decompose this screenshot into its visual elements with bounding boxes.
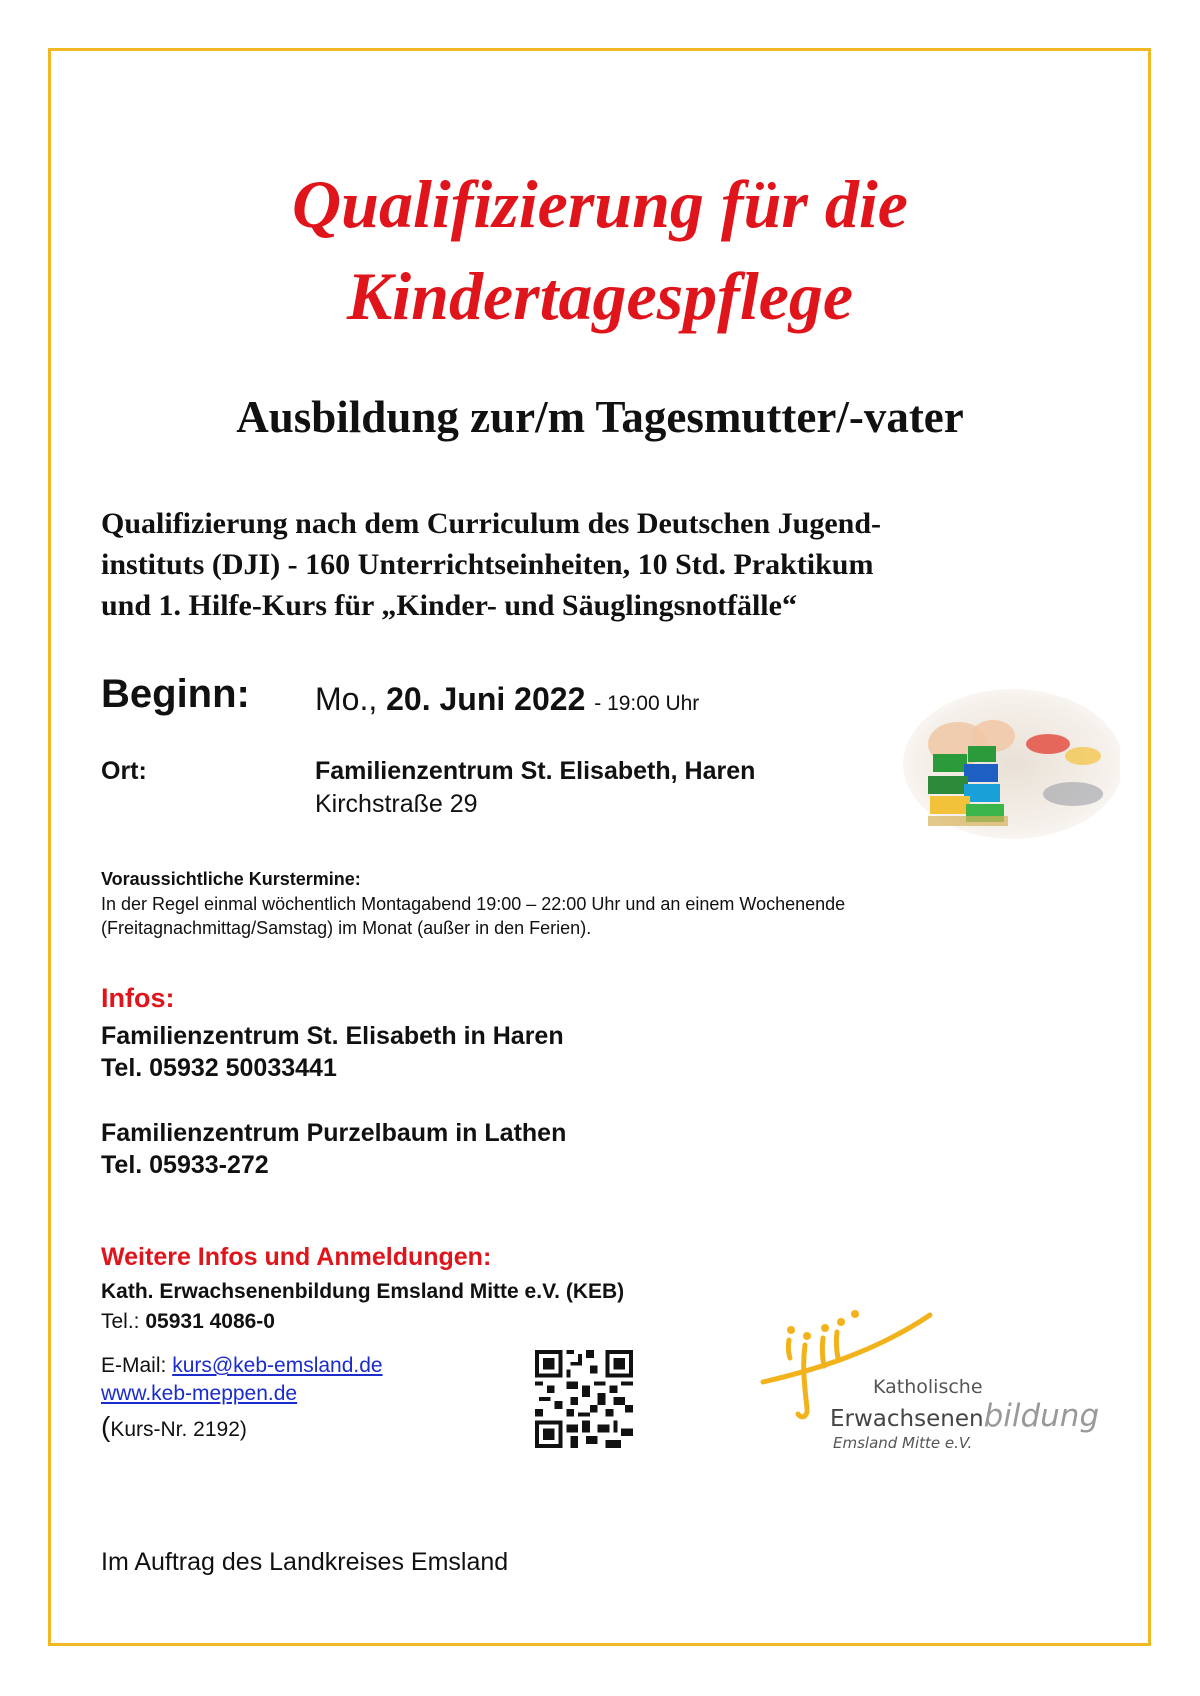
email-link[interactable]: kurs@keb-emsland.de (172, 1354, 383, 1377)
contact-2-tel: Tel. 05933-272 (101, 1151, 269, 1179)
title-line-2: Kindertagespflege (346, 258, 854, 334)
beginn-value (315, 681, 699, 718)
website-link[interactable]: www.keb-meppen.de (101, 1382, 298, 1405)
website-line (101, 1382, 297, 1406)
ort-label: Ort: (101, 757, 147, 785)
contact-2-name: Familienzentrum Purzelbaum in Lathen (101, 1119, 567, 1147)
kurstermine-text: In der Regel einmal wöchentlich Montagabend 19:00 – 22:00 Uhr und an einem Wochenende (Freitagnachmittag/Samstag) im Monat (außer in den Ferien). (101, 894, 846, 938)
description-line-3: und 1. Hilfe-Kurs für „Kinder- und Säuglingsnotfälle“ (101, 589, 797, 622)
beginn-label: Beginn: (101, 672, 250, 716)
beginn-date: 20. Juni 2022 (386, 681, 586, 717)
beginn-time: - 19:00 Uhr (594, 692, 700, 715)
ort-name: Familienzentrum St. Elisabeth, Haren (315, 757, 756, 785)
contact-1-name: Familienzentrum St. Elisabeth in Haren (101, 1022, 564, 1050)
building-blocks-photo (898, 684, 1120, 844)
kurstermine-heading: Voraussichtliche Kurstermine: (101, 869, 361, 889)
email-line (101, 1354, 383, 1378)
description-line-1: Qualifizierung nach dem Curriculum des Deutschen Jugend- (101, 507, 882, 540)
kurs-number (101, 1411, 247, 1443)
keb-tel-label: Tel.: (101, 1310, 140, 1333)
logo-line-2 (830, 1398, 1099, 1434)
description (101, 503, 1081, 626)
kurs-number-text: Kurs-Nr. 2192) (110, 1418, 247, 1441)
beginn-weekday: Mo., (315, 681, 378, 717)
description-line-2: instituts (DJI) - 160 Unterrichtseinheiten, 10 Std. Praktikum (101, 548, 874, 581)
logo-line-1: Katholische (873, 1376, 983, 1398)
ort-street: Kirchstraße 29 (315, 790, 478, 818)
kurs-number-paren: ( (101, 1411, 111, 1442)
keb-tel (101, 1310, 275, 1334)
infos-heading: Infos: (101, 983, 175, 1013)
logo-line-2a: Erwachsenen (830, 1406, 984, 1432)
qr-code (535, 1350, 633, 1448)
footer-text: Im Auftrag des Landkreises Emsland (101, 1548, 509, 1576)
logo-line-3: Emsland Mitte e.V. (833, 1434, 973, 1452)
weitere-heading: Weitere Infos und Anmeldungen: (101, 1243, 492, 1271)
keb-org: Kath. Erwachsenenbildung Emsland Mitte e.V. (KEB) (101, 1280, 625, 1303)
title-line-1: Qualifizierung für die (292, 166, 908, 242)
contact-1-tel: Tel. 05932 50033441 (101, 1054, 337, 1082)
keb-tel-number: 05931 4086-0 (145, 1310, 275, 1333)
subtitle: Ausbildung zur/m Tagesmutter/-vater (236, 392, 964, 442)
logo-line-2b: bildung (983, 1398, 1100, 1434)
keb-logo (755, 1300, 1135, 1465)
email-label: E-Mail: (101, 1354, 167, 1377)
